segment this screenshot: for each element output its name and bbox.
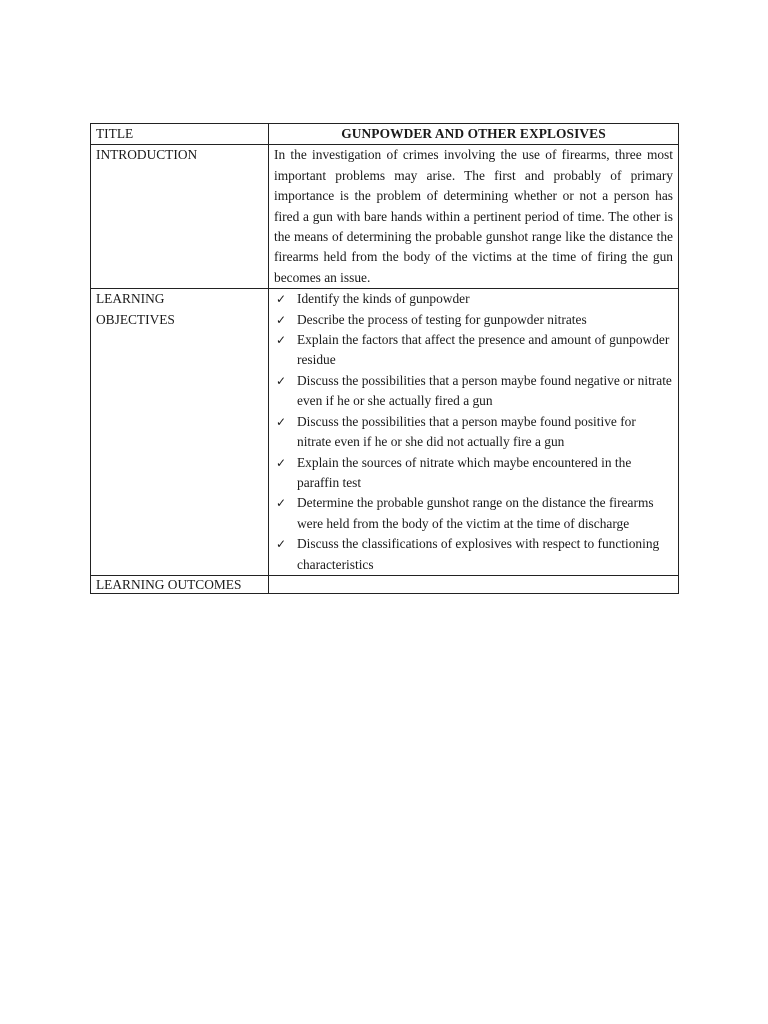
objectives-content xyxy=(269,289,679,576)
checkmark-icon: ✓ xyxy=(276,414,287,429)
objective-text: Describe the process of testing for gunpowder nitrates xyxy=(297,311,587,327)
list-item xyxy=(274,493,673,534)
objectives-label-line1: LEARNING xyxy=(96,291,165,307)
objective-text: Determine the probable gunshot range on the distance the firearms were held from the body of the victim at the time of discharge xyxy=(297,495,654,531)
outcomes-value xyxy=(269,575,679,593)
list-item xyxy=(274,289,673,309)
list-item xyxy=(274,453,673,494)
checkmark-icon: ✓ xyxy=(276,333,287,348)
introduction-row xyxy=(91,145,679,289)
title-value: GUNPOWDER AND OTHER EXPLOSIVES xyxy=(269,124,679,145)
checkmark-icon: ✓ xyxy=(276,373,287,388)
checkmark-icon: ✓ xyxy=(276,292,287,307)
outcomes-label: LEARNING OUTCOMES xyxy=(91,575,269,593)
objective-text: Discuss the classifications of explosives with respect to functioning characteristics xyxy=(297,536,660,572)
objectives-label xyxy=(91,289,269,576)
objective-text: Discuss the possibilities that a person maybe found positive for nitrate even if he or she did not actually fire a gun xyxy=(297,413,636,450)
checkmark-icon: ✓ xyxy=(276,455,287,470)
checkmark-icon: ✓ xyxy=(276,312,287,327)
list-item xyxy=(274,412,673,453)
objectives-list xyxy=(274,289,673,575)
objective-text: Discuss the possibilities that a person maybe found negative or nitrate even if he or she actually fired a gun xyxy=(297,372,672,409)
checkmark-icon: ✓ xyxy=(276,496,287,511)
title-label: TITLE xyxy=(91,124,269,145)
list-item xyxy=(274,371,673,412)
objectives-label-line2: OBJECTIVES xyxy=(96,311,175,327)
list-item xyxy=(274,534,673,575)
introduction-label: INTRODUCTION xyxy=(91,145,269,289)
list-item xyxy=(274,330,673,371)
title-row xyxy=(91,124,679,145)
checkmark-icon: ✓ xyxy=(276,537,287,552)
objective-text: Explain the factors that affect the presence and amount of gunpowder residue xyxy=(297,332,670,368)
objectives-row xyxy=(91,289,679,576)
list-item xyxy=(274,310,673,330)
objective-text: Explain the sources of nitrate which maybe encountered in the paraffin test xyxy=(297,454,632,490)
module-table xyxy=(90,123,679,594)
objective-text: Identify the kinds of gunpowder xyxy=(297,291,470,307)
introduction-text: In the investigation of crimes involving the use of firearms, three most important problems may arise. The first and probably of primary importance is the problem of determining whether or not a person has fired a gun with bare hands within a pertinent period of time. The other is the means of determining the probable gunshot range like the distance the firearms held from the body of the victims at the time of firing the gun becomes an issue. xyxy=(269,145,679,289)
outcomes-row xyxy=(91,575,679,593)
